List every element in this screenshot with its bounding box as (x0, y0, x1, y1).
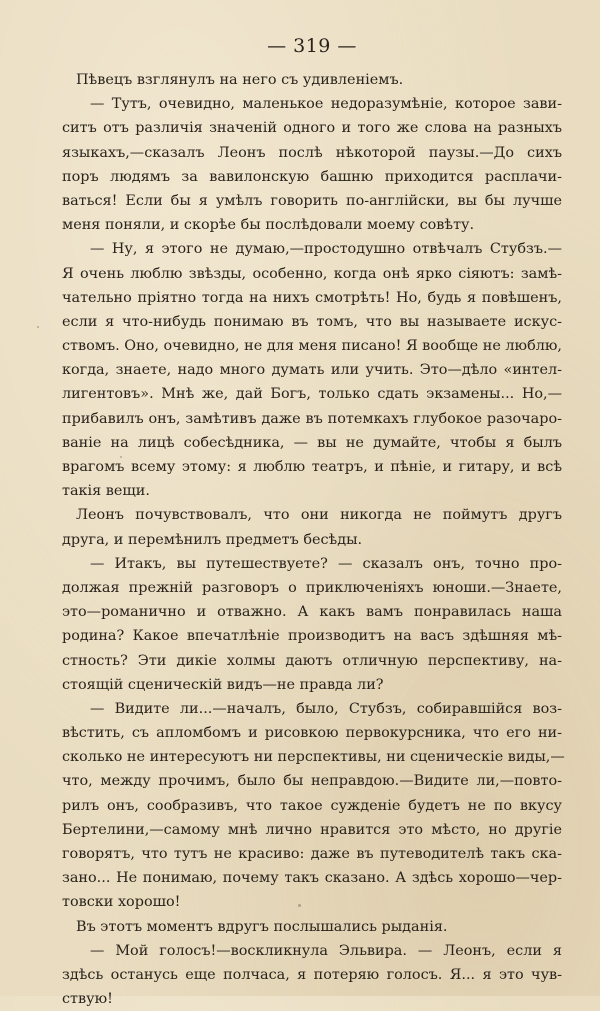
text-line: ствую! (62, 991, 113, 1008)
text-line: сколько не интересуютъ ни перспективы, ни сценическіе виды,— (62, 749, 565, 766)
text-line: ваніе на лицѣ собесѣдника, — вы не думайте, чтобы я былъ (62, 434, 562, 451)
text-line: — Тутъ, очевидно, маленькое недоразумѣніе, которое зави- (90, 96, 562, 113)
paper-speck (37, 326, 39, 328)
text-line: — Ну, я этого не думаю,—простодушно отвѣчалъ Стубзъ.— (90, 241, 562, 258)
text-line: друга, и перемѣнилъ предметъ бесѣды. (62, 531, 363, 548)
body-text (62, 68, 565, 1011)
text-line: ваться! Если бы я умѣлъ говорить по-англійски, вы бы лучше (62, 192, 562, 209)
text-line: — Итакъ, вы путешествуете? — сказалъ онъ, точно про- (90, 555, 562, 572)
text-line: зано... Не понимаю, почему такъ сказано. А здѣсь хорошо—чер- (62, 870, 562, 887)
paper-speck (120, 456, 122, 458)
text-line: что, между прочимъ, было бы неправдою.—Видите ли,—повто- (62, 773, 562, 790)
text-line: Въ этотъ моментъ вдругъ послышались рыданія. (76, 918, 448, 935)
text-line: родина? Какое впечатлѣніе производитъ на васъ здѣшняя мѣ- (62, 628, 562, 645)
text-line: лигентовъ». Мнѣ же, дай Богъ, только сдать экзамены... Но,— (62, 386, 562, 403)
text-line: — Мой голосъ!—воскликнула Эльвира. — Леонъ, если я (90, 942, 562, 959)
text-line: стность? Эти дикіе холмы даютъ отличную перспективу, на- (62, 652, 562, 669)
text-line: говорятъ, что тутъ не красиво: даже въ путеводителѣ такъ ска- (62, 846, 562, 862)
text-line: ствомъ. Оно, очевидно, не для меня писано! Я вообще не люблю, (62, 338, 562, 355)
text-line: ситъ отъ различія значеній одного и того же слова на разныхъ (62, 120, 562, 137)
text-line: это—романично и отважно. А какъ вамъ понравилась наша (62, 604, 562, 621)
text-line: когда, знаете, надо много думать или учить. Это—дѣло «интел- (62, 362, 562, 379)
text-line: рилъ онъ, сообразивъ, что такое сужденіе будетъ не по вкусу (62, 797, 562, 814)
text-line: стоящій сценическій видъ—не правда ли? (62, 676, 384, 693)
book-page (62, 0, 565, 1008)
page-number: — 319 — (267, 35, 357, 57)
text-line: меня поняли, и скорѣе бы послѣдовали моему совѣту. (62, 217, 475, 234)
text-line: такія вещи. (62, 483, 150, 500)
text-line: здѣсь останусь еще полчаса, я потеряю голосъ. Я... я это чув- (62, 966, 562, 983)
text-line: Пѣвецъ взглянулъ на него съ удивленіемъ. (76, 72, 404, 88)
text-line: должая прежній разговоръ о приключеніяхъ юноши.—Знаете, (62, 579, 562, 596)
text-line: вѣстить, съ апломбомъ и рисовкою первокурсника, что его ни- (62, 725, 562, 742)
text-line: чательно пріятно тогда на нихъ смотрѣть! Но, будь я повѣшенъ, (62, 289, 562, 306)
text-line: Леонъ почувствовалъ, что они никогда не поймутъ другъ (76, 507, 562, 524)
text-line: если я что-нибудь понимаю въ томъ, что вы называете искус- (62, 313, 562, 330)
text-line: — Видите ли...—началъ, было, Стубзъ, собиравшійся воз- (90, 700, 562, 717)
text-line: Я очень люблю звѣзды, особенно, когда онѣ ярко сіяютъ: замѣ- (62, 265, 562, 282)
text-line: Бертелини,—самому мнѣ лично нравится это мѣсто, но другіе (62, 821, 562, 838)
text-line: языкахъ,—сказалъ Леонъ послѣ нѣкоторой паузы.—До сихъ (62, 144, 562, 161)
text-line: врагомъ всему этому: я люблю театръ, и пѣніе, и гитару, и всѣ (62, 459, 562, 475)
paper-speck (298, 904, 301, 907)
text-line: поръ людямъ за вавилонскую башню приходится расплачи- (62, 168, 562, 185)
text-line: товски хорошо! (62, 894, 181, 911)
text-line: прибавилъ онъ, замѣтивъ даже въ потемкахъ глубокое разочаро- (62, 410, 562, 427)
